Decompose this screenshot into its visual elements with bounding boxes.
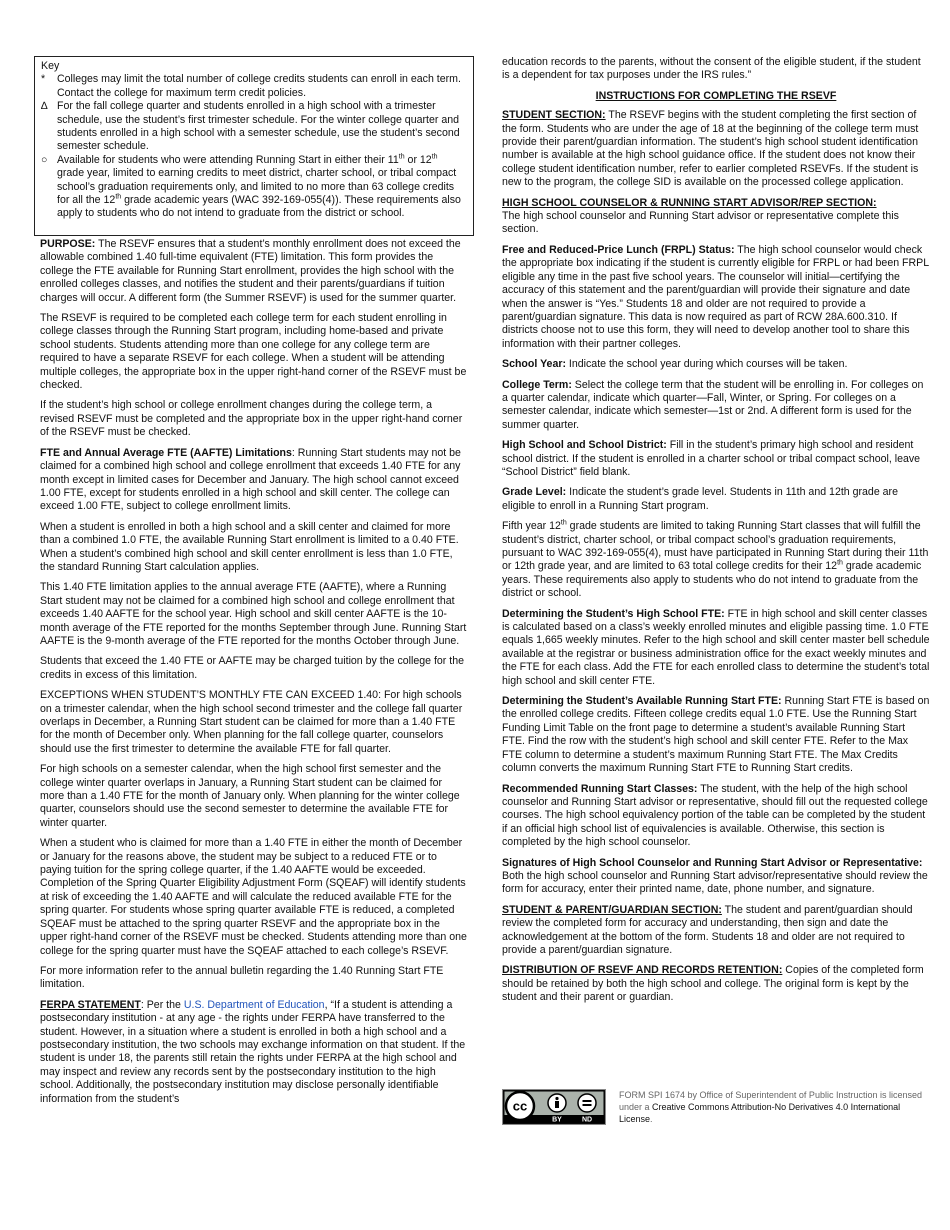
distribution-text: Copies of the completed form should be retained by both the high school and college. The original form is kept by the student and their parent or guardian. [502,964,924,1004]
paragraph: The RSEVF is required to be completed each college term for each student enrolling in college classes through the Running Start program, including home-based and private school students. Students attending more than one college for any college term are required to have a separate RSEVF for each college. When a student will be attending multiple colleges, the appropriate box in the upper right-hand corner of the RSEVF must be checked. [40,312,467,392]
superscript: th [398,153,405,161]
grade-level-paragraph [502,486,930,513]
fte-paragraph [40,447,468,514]
key-text: Colleges may limit the total number of college credits students can enroll in each term. Contact the college for maximum term credit policies. [57,73,461,99]
high-school-district-paragraph [502,439,930,479]
signatures-paragraph [502,857,930,897]
key-text: Available for students who were attending Running Start in either their 11 [57,153,399,166]
school-year-text: Indicate the school year during which courses will be taken. [565,358,848,371]
ferpa-label: FERPA STATEMENT [40,998,141,1011]
ferpa-text: : Per the [140,998,184,1011]
key-item-circle [41,154,467,221]
hs-fte-paragraph [502,608,930,688]
purpose-text: The RSEVF ensures that a student’s monthly enrollment does not exceed the allowable combined 1.40 full-time equivalent (FTE) limitation. This form provides the college the FTE available for Running Start enrollment, provides the high school with the enrolled colleges classes, and notifies the student and their parents/guardians if tuition charges will occur. A different form (the Summer RSEVF) is used for the summer quarter. [40,238,461,304]
paragraph: For high schools on a semester calendar, when the high school first semester and the college winter quarter overlaps in January, a Running Start student can be claimed for more than a 1.40 FTE for the month of January only. When planning for the winter college quarter, counselors should use the second semester to determine the available FTE for winter quarter. [40,763,460,829]
signatures-text: Both the high school counselor and Running Start advisor/representative should review the form for accuracy, enter their printed name, date, phone number, and signature. [502,869,928,896]
right-column [502,56,930,1012]
student-section-label: STUDENT SECTION: [502,109,606,122]
recommended-classes-paragraph [502,783,930,850]
grade-level-label: Grade Level: [502,486,567,499]
key-text: or 12 [404,153,432,166]
key-text: grade academic years (WAC 392-169-055(4)). These requirements also apply to students who do not intend to graduate from the district or school. [57,194,461,220]
fte-text: : Running Start students may not be claimed for a combined high school and college enrollment that exceeds 1.40 FTE for any month except in limited cases for December and January. The high school cannot exceed 1.00 FTE, except for students enrolled in a high school and skill center. The college can exceed 1.00 FTE, subject to college enrollment limits. [40,446,461,513]
ferpa-paragraph [40,999,468,1106]
person-icon [555,1097,558,1100]
distribution-label: DISTRIBUTION OF RSEVF AND RECORDS RETENTION: [502,964,783,977]
parent-section-label: STUDENT & PARENT/GUARDIAN SECTION: [502,903,722,916]
parent-section-paragraph [502,904,930,958]
paragraph: If the student’s high school or college enrollment changes during the college term, a revised RSEVF must be completed and the appropriate box in the upper right-hand corner of the RSEVF must be checked. [40,399,463,439]
exceptions-paragraph: EXCEPTIONS WHEN STUDENT’S MONTHLY FTE CAN EXCEED 1.40: For high schools on a trimester calendar, when the high school second trimester and the college fall quarter overlaps in December, a Running Start student can be claimed for more than a 1.40 FTE for the month of December only. When planning for the fall college quarter, counselors should use the first trimester to determine the available FTE for fall quarter. [40,689,463,755]
college-term-text: Select the college term that the student will be enrolling in. For colleges on a quarter calendar, indicate which quarter—Fall, Winter, or Spring. For colleges on a semester calendar, indicate which semester—1st or 2nd. A different form is used for the summer quarter. [502,378,924,431]
license-footer [502,1089,930,1129]
frpl-label: Free and Reduced-Price Lunch (FRPL) Status: [502,243,735,256]
superscript: th [431,153,438,161]
cc-label: cc [512,1098,528,1114]
counselor-heading: HIGH SCHOOL COUNSELOR & RUNNING START ADVISOR/REP SECTION: [502,196,877,209]
purpose-label: PURPOSE: [40,238,96,250]
cc-by-nd-badge[interactable] [502,1089,606,1125]
cc-badge-graphic [503,1090,605,1124]
high-school-district-label: High School and School District: [502,439,667,452]
paragraph: This 1.40 FTE limitation applies to the annual average FTE (AAFTE), where a Running Start student may not be claimed for a combined high school and college enrollment that exceeds 1.40 AAFTE for the school year. High school and skill center AAFTE is the 10-month average of the FTE reported for the months September through June. Running Start AAFTE is the 9-month average of the FTE reported for the months October through June. [40,581,467,647]
fifth-year-text: grade academic years. These requirements also apply to students who do not intend to graduate from the district or school. [502,560,922,600]
college-term-paragraph [502,379,930,433]
by-label: BY [552,1116,562,1124]
instructions-heading: INSTRUCTIONS FOR COMPLETING THE RSEVF [595,89,837,102]
license-text-post: . [650,1114,653,1124]
key-text: grade year, limited to earning credits to meet district, charter school, or tribal compact school’s graduation requirements only, and limited to no more than 63 college credits for all the 12 [57,167,457,207]
grade-level-text: Indicate the student’s grade level. Students in 11th and 12th grade are eligible to enroll in a Running Start program. [502,486,898,512]
person-icon-body [555,1101,559,1108]
key-title: Key [41,60,60,72]
license-name[interactable]: Creative Commons Attribution-No Derivatives 4.0 International License [619,1102,901,1124]
license-text [619,1089,924,1125]
superscript: th [115,193,122,201]
fte-label: FTE and Annual Average FTE (AAFTE) Limitations [40,446,292,459]
paragraph: Students that exceed the 1.40 FTE or AAFTE may be charged tuition by the college for the credits in excess of this limitation. [40,655,464,681]
high-school-district-text: Fill in the student’s primary high school and resident school district. If the student is enrolled in a charter school or tribal compact school, leave “School District” field blank. [502,439,921,478]
key-symbol-asterisk: * [41,73,46,86]
key-text: For the fall college quarter and students enrolled in a high school with a trimester schedule, use the student’s first trimester schedule. For the winter college quarter and students enrolled in a high school with a semester schedule, use the student’s second semester schedule. [57,100,460,153]
counselor-heading-line [502,197,930,210]
parent-section-text: The student and parent/guardian should review the completed form for accuracy and understanding, then sign and date the acknowledgement at the bottom of the form. Students 18 and older are not required to provide a parent/guardian signature. [502,903,913,956]
school-year-paragraph [502,358,930,371]
hs-fte-label: Determining the Student’s High School FTE: [502,607,725,620]
recommended-classes-label: Recommended Running Start Classes: [502,782,698,795]
key-item-delta [41,100,467,154]
fifth-year-text: Fifth year 12 [502,520,561,533]
counselor-text: The high school counselor and Running Start advisor or representative complete this section. [502,210,899,236]
ferpa-text: , “If a student is attending a postsecondary institution - at any age - the rights under FERPA have transferred to the student. However, in a situation where a student is enrolled in both a high school and a postsecondary institution, the two schools may exchange information on that student. If the student is under 18, the parents still retain the rights under FERPA at the high school and may inspect and review any records sent by the postsecondary institution to the high school. Additionally, the postsecondary institution may disclose personally identifiable information from the student’s [40,998,466,1105]
distribution-paragraph [502,964,930,1004]
left-column [40,238,468,1113]
key-symbol-delta: ∆ [41,100,48,113]
nd-label: ND [581,1116,593,1124]
rs-fte-label: Determining the Student’s Available Running Start FTE: [502,695,782,708]
key-symbol-circle: ○ [41,153,48,166]
paragraph: When a student who is claimed for more than a 1.40 FTE in either the month of December or January for the reasons above, the student may be subject to a reduced FTE or to paying tuition for the spring college quarter, if the 1.40 AAFTE would be exceeded. Completion of the Spring Quarter Eligibility Adjustment Form (SQEAF) will identify students at risk of exceeding the 1.40 AAFTE and will calculate the reduced available FTE for the spring quarter. For students whose spring quarter available FTE is reduced, a completed SQEAF must be attached to the spring quarter RSEVF and the appropriate box in the upper right-hand corner of the RSEVF must be checked. Students attending more than one college for the spring quarter must have the SQEAF attached to each college’s RSEVF. [40,837,467,957]
us-dept-education-link[interactable]: U.S. Department of Education [183,998,325,1011]
frpl-paragraph [502,244,930,351]
student-section-paragraph [502,109,930,189]
ferpa-continued: education records to the parents, without the consent of the eligible student, if the student is a dependent for tax purposes under the IRS rules.” [502,56,921,82]
rs-fte-text: Running Start FTE is based on the enrolled college credits. Fifteen college credits equal 1.0 FTE. Use the Running Start Funding Limit Table on the front page to determine a student’s available Running Start FTE. Find the row with the student’s high school and skill center FTE. Refer to the Max FTE column to determine a student’s maximum Running Start FTE. The Max Credits column converts the maximum Running Start FTE to Running Start credits. [502,695,930,775]
college-term-label: College Term: [502,378,572,391]
purpose-paragraph [40,238,468,305]
paragraph: When a student is enrolled in both a high school and a skill center and claimed for more than a combined 1.0 FTE, the available Running Start enrollment is limited to a 0.40 FTE. When a student’s combined high school and skill center enrollment is less than 1.0 FTE, the standard Running Start calculation applies. [40,520,459,573]
rs-fte-paragraph [502,695,930,775]
student-section-text: The RSEVF begins with the student completing the first section of the form. Students who are under the age of 18 at the beginning of the college term must provide their parent/guardian information. The student’s high school student identification number is available at the high school guidance office. If the student does not know their college student identification number, refer to earlier completed RSEVFs. If the student is new to the program, the college SID is available on the processed college application. [502,109,919,189]
hs-fte-text: FTE in high school and skill center classes is calculated based on a class’s weekly enrolled minutes and eligible passing time. 1.0 FTE equals 1,665 weekly minutes. Refer to the high school and skill center master bell schedule available at the registrar or business administration office for the exact weekly minutes and the FTE for each class. Add the FTE for each enrolled class to determine the student’s total high school and skill center FTE. [502,607,930,687]
superscript: th [837,559,843,567]
school-year-label: School Year: [502,358,566,371]
signatures-label: Signatures of High School Counselor and Running Start Advisor or Representative: [502,856,923,869]
key-item-asterisk [41,73,467,100]
key-box [34,56,474,236]
recommended-classes-text: The student, with the help of the high school counselor and Running Start advisor or representative, should fill out the requested college courses. The high school equivalency portion of the table can be completed by the student if an official high school list of equivalencies is available. Otherwise, this section is completed by the high school counselor. [502,782,928,849]
equals-icon-bottom [583,1104,592,1106]
license-text-pre: FORM SPI 1674 by Office of Superintendent of Public Instruction is licensed under a [619,1090,922,1112]
fifth-year-paragraph [502,520,930,600]
superscript: th [560,519,567,527]
equals-icon-top [583,1100,592,1102]
frpl-text: The high school counselor would check the appropriate box indicating if the student is currently eligible for FRPL or had been FRPL eligible any time in the past five school years. The counselor will initial—certifying the accuracy of this statement and the parent/guardian will provide their signature and date when the answer is “Yes.” Students 18 and older are not required to provide a parent/guardian signature. This data is now required as part of RCW 28A.600.310. If districts choose not to use this form, they will need to develop another tool to share this information with their partner colleges. [502,243,929,350]
paragraph: For more information refer to the annual bulletin regarding the 1.40 Running Start FTE limitation. [40,964,444,991]
fifth-year-text: grade students are limited to taking Running Start classes that will fulfill the student’s district, charter school, or tribal compact school’s graduation requirements, pursuant to WAC 392-169-055(4), must have participated in Running Start during their 11th or 12th grade year, and are limited to 63 total college credits for their 12 [502,520,929,573]
